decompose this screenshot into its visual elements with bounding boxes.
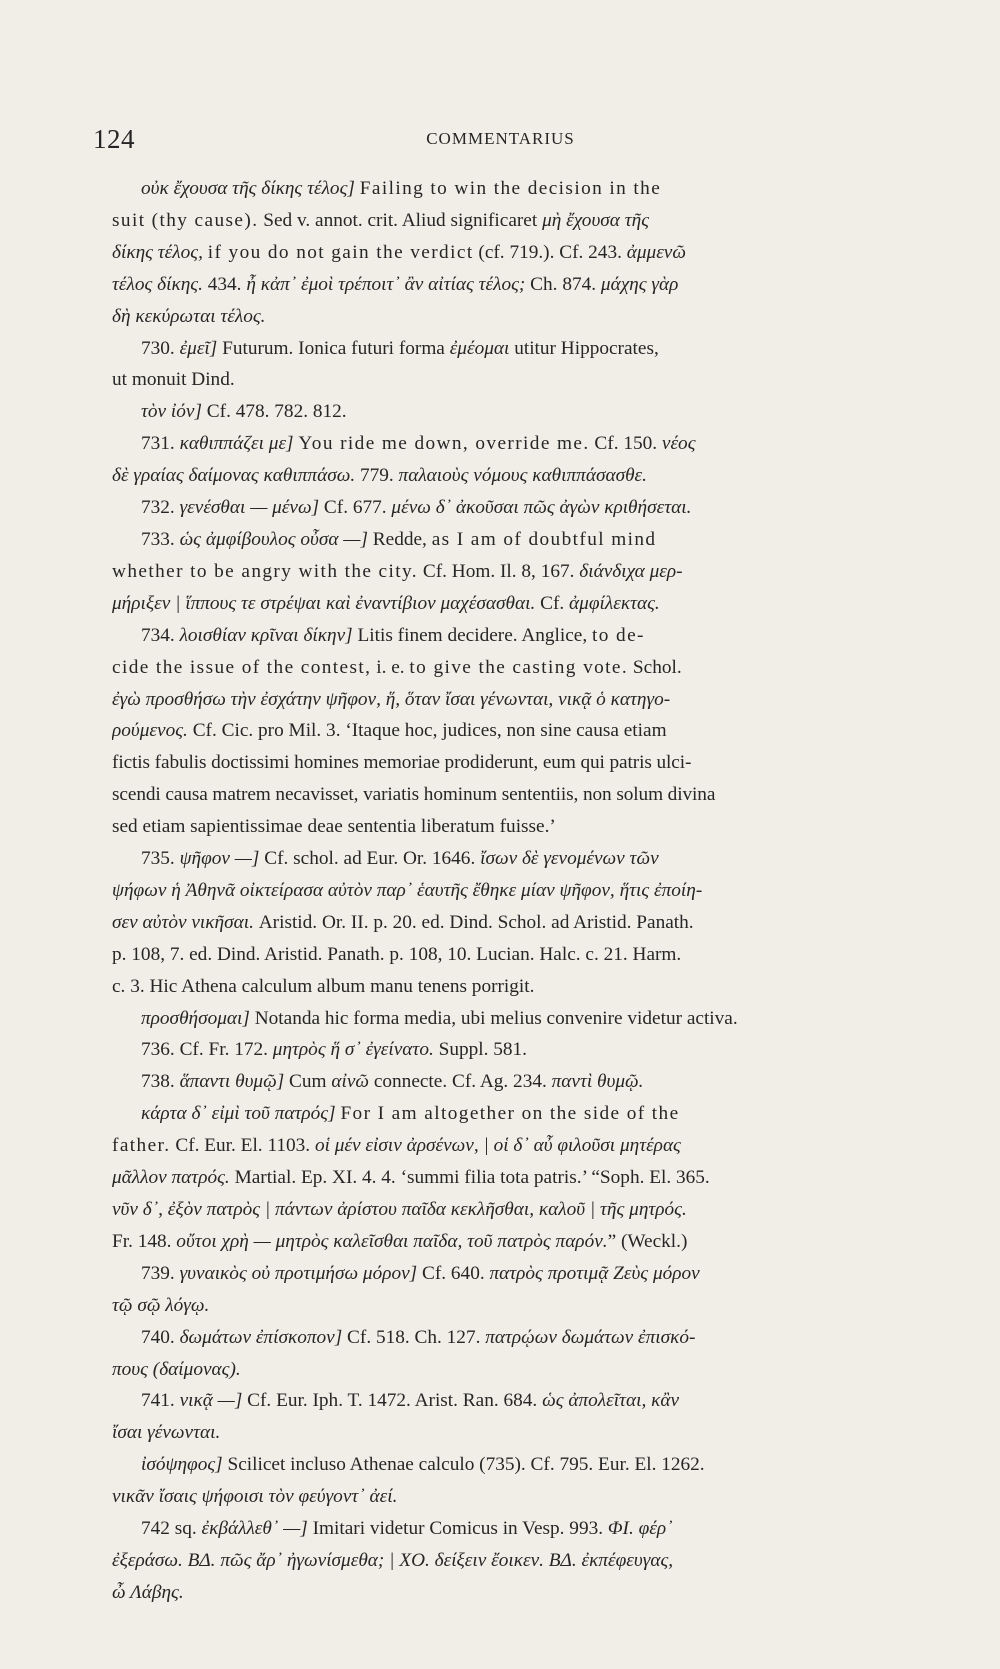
latin-text: Suppl. 581.: [433, 1039, 528, 1061]
latin-text: Cf. schol. ad Eur. Or. 1646.: [259, 848, 481, 870]
text-line: [112, 1577, 912, 1609]
text-line: [112, 971, 912, 1003]
text-line: [112, 1417, 912, 1449]
greek-text: ψῆφον —]: [179, 848, 260, 870]
latin-text: 736. Cf. Fr. 172.: [141, 1039, 273, 1061]
greek-text: ἐξεράσω. ΒΔ. πῶς ἄρ᾽ ἠγωνίσμεθα; | ΧΟ. δείξειν ἔοικεν. ΒΔ. ἐκπέφευγας,: [112, 1549, 674, 1571]
running-title: COMMENTARIUS: [426, 129, 575, 148]
text-line: [112, 1322, 912, 1354]
english-gloss: You ride me down, override me.: [298, 433, 590, 455]
text-line: [112, 1513, 912, 1545]
text-line: [112, 811, 912, 843]
text-line: [112, 1385, 912, 1417]
greek-text: μὴ ἔχουσα τῆς: [542, 209, 650, 231]
greek-text: ΦΙ. φέρ᾽: [607, 1518, 673, 1540]
greek-text: αἰνῶ: [331, 1071, 370, 1093]
latin-text: 434.: [202, 273, 247, 295]
latin-text: 735.: [141, 848, 180, 870]
text-line: [112, 396, 912, 428]
greek-text: οἱ μέν εἰσιν ἀρσένων, | οἱ δ᾽ αὖ φιλοῦσι μητέρας: [314, 1135, 681, 1157]
english-gloss: as I am of doubtful mind: [431, 528, 657, 550]
greek-text: ὡς ἀπολεῖται, κἂν: [542, 1390, 680, 1412]
text-line: [112, 715, 912, 747]
greek-text: ἐμεῖ]: [179, 337, 218, 359]
latin-text: Futurum. Ionica futuri forma: [217, 337, 450, 359]
greek-text: γενέσθαι — μένω]: [179, 497, 320, 519]
greek-text: μᾶλλον πατρός.: [112, 1167, 230, 1189]
latin-text: 738.: [141, 1071, 180, 1093]
page-number: 124: [93, 124, 135, 154]
latin-text: Fr. 148.: [112, 1230, 177, 1252]
text-line: [112, 460, 912, 492]
text-line: [112, 205, 912, 237]
english-gloss: suit (thy cause).: [112, 209, 259, 231]
greek-text: μητρὸς ἥ σ᾽ ἐγείνατο.: [272, 1039, 434, 1061]
text-line: [112, 843, 912, 875]
latin-text: Scilicet incluso Athenae calculo (735). Cf. 795. Eur. El. 1262.: [222, 1454, 705, 1476]
latin-text: Cf.: [535, 592, 570, 614]
text-line: [112, 524, 912, 556]
greek-text: ἰσόψηφος]: [141, 1454, 223, 1476]
text-line: [112, 652, 912, 684]
text-line: [112, 428, 912, 460]
latin-text: 742 sq.: [141, 1518, 202, 1540]
latin-text: (cf. 719.). Cf. 243.: [473, 241, 627, 263]
text-line: [112, 301, 912, 333]
text-line: [112, 333, 912, 365]
greek-text: γυναικὸς οὐ προτιμήσω μόρον]: [179, 1262, 418, 1284]
text-line: [112, 939, 912, 971]
latin-text: 730.: [141, 337, 180, 359]
latin-text: 731.: [141, 433, 180, 455]
greek-text: διάνδιχα μερ-: [579, 560, 683, 582]
latin-text: 741.: [141, 1390, 180, 1412]
greek-text: καθιππάζει με]: [179, 433, 294, 455]
latin-text: Cf. 518. Ch. 127.: [342, 1326, 486, 1348]
latin-text: Cf. 640.: [417, 1262, 490, 1284]
text-line: [112, 1226, 912, 1258]
english-gloss: For I am altogether on the side of the: [340, 1103, 680, 1125]
latin-text: 734.: [141, 624, 180, 646]
text-line: [112, 1481, 912, 1513]
english-gloss: if you do not gain the verdict: [207, 241, 474, 263]
text-line: [112, 269, 912, 301]
text-line: [112, 556, 912, 588]
greek-text: τῷ σῷ λόγῳ.: [112, 1294, 210, 1316]
text-line: [112, 1130, 912, 1162]
latin-text: fictis fabulis doctissimi homines memoriae prodiderunt, eum qui patris ulci-: [112, 752, 692, 774]
greek-text: προσθήσομαι]: [141, 1007, 250, 1029]
latin-text: Cf. Cic. pro Mil. 3. ‘Itaque hoc, judices, non sine causa etiam: [187, 720, 667, 742]
greek-text: ἐγὼ προσθήσω τὴν ἐσχάτην ψῆφον, ἥ, ὅταν ἴσαι γένωνται, νικᾷ ὁ κατηγο-: [112, 688, 671, 710]
greek-text: δίκης τέλος,: [112, 241, 203, 263]
latin-text: Cf. 478. 782. 812.: [201, 401, 347, 423]
latin-text: 732.: [141, 497, 180, 519]
greek-text: πατρὸς προτιμᾷ Ζεὺς μόρον: [489, 1262, 700, 1284]
english-gloss: to give the casting vote.: [409, 656, 629, 678]
greek-text: ἐμέομαι: [449, 337, 510, 359]
greek-text: ἦ κἀπ᾽ ἐμοὶ τρέποιτ᾽ ἂν αἰτίας τέλος;: [246, 273, 526, 295]
greek-text: δωμάτων ἐπίσκοπον]: [179, 1326, 343, 1348]
greek-text: νῦν δ᾽, ἐξὸν πατρὸς | πάντων ἀρίστου παῖδα κεκλῆσθαι, καλοῦ | τῆς μητρός.: [112, 1199, 687, 1220]
greek-text: νέος: [661, 433, 696, 455]
latin-text: ut monuit Dind.: [112, 369, 235, 391]
commentary-body: [112, 173, 912, 1609]
text-line: [112, 1194, 912, 1226]
greek-text: ἀμφίλεκτας.: [569, 592, 660, 614]
text-line: [112, 1545, 912, 1577]
running-head: [93, 124, 908, 154]
text-line: [112, 173, 912, 205]
english-gloss: to de-: [592, 624, 645, 646]
latin-text: Cf. 150.: [589, 433, 662, 455]
greek-text: κάρτα δ᾽ εἰμὶ τοῦ πατρός]: [141, 1103, 336, 1125]
latin-text: scendi causa matrem necavisset, variatis hominum sententiis, non solum divina: [112, 784, 716, 806]
greek-text: οὔτοι χρὴ — μητρὸς καλεῖσθαι παῖδα, τοῦ πατρὸς παρόν.: [176, 1230, 608, 1252]
greek-text: πους (δαίμονας).: [112, 1358, 241, 1380]
latin-text: i. e.: [371, 656, 410, 678]
latin-text: Cf. Eur. Iph. T. 1472. Arist. Ran. 684.: [242, 1390, 543, 1412]
text-line: [112, 1162, 912, 1194]
english-gloss: Failing to win the decision in the: [359, 178, 662, 199]
greek-text: πατρῴων δωμάτων ἐπισκό-: [485, 1326, 696, 1348]
latin-text: Litis finem decidere. Anglice,: [352, 624, 593, 646]
text-line: [112, 779, 912, 811]
greek-text: ἐκβάλλεθ᾽ —]: [201, 1518, 308, 1540]
latin-text: Martial. Ep. XI. 4. 4. ‘summi filia tota patris.’ “Soph. El. 365.: [229, 1167, 710, 1189]
greek-text: τέλος δίκης.: [112, 273, 203, 295]
latin-text: Notanda hic forma media, ubi melius convenire videtur activa.: [249, 1007, 738, 1029]
latin-text: Schol.: [628, 656, 682, 678]
text-line: [112, 364, 912, 396]
latin-text: Cf. Hom. Il. 8, 167.: [418, 560, 580, 582]
text-line: [112, 588, 912, 620]
greek-text: δὲ γραίας δαίμονας καθιππάσω.: [112, 465, 356, 487]
greek-text: νικᾶν ἴσαις ψήφοισι τὸν φεύγοντ᾽ ἀεί.: [112, 1486, 398, 1508]
greek-text: δὴ κεκύρωται τέλος.: [112, 305, 266, 327]
greek-text: σεν αὐτὸν νικῆσαι.: [112, 911, 254, 933]
latin-text: utitur Hippocrates,: [509, 337, 659, 359]
greek-text: ἀμμενῶ: [626, 241, 686, 263]
text-line: [112, 747, 912, 779]
latin-text: Ch. 874.: [525, 273, 601, 295]
greek-text: νικᾷ —]: [179, 1390, 243, 1412]
latin-text: 739.: [141, 1262, 180, 1284]
latin-text: ” (Weckl.): [607, 1230, 688, 1252]
greek-text: μήριξεν | ἵππους τε στρέψαι καὶ ἐναντίβιον μαχέσασθαι.: [112, 592, 536, 614]
greek-text: οὐκ ἔχουσα τῆς δίκης τέλος]: [141, 178, 355, 199]
latin-text: Aristid. Or. II. p. 20. ed. Dind. Schol. ad Aristid. Panath.: [253, 911, 694, 933]
greek-text: παλαιοὺς νόμους καθιππάσασθε.: [398, 465, 647, 487]
text-line: [112, 907, 912, 939]
text-line: [112, 1290, 912, 1322]
latin-text: 779.: [355, 465, 399, 487]
greek-text: ἅπαντι θυμῷ]: [179, 1071, 285, 1093]
greek-text: μάχης γὰρ: [600, 273, 679, 295]
text-line: [112, 1449, 912, 1481]
latin-text: Cf. Eur. El. 1103.: [170, 1135, 315, 1157]
greek-text: ψήφων ἡ Ἀθηνᾶ οἰκτείρασα αὐτὸν παρ᾽ ἑαυτῆς ἔθηκε μίαν ψῆφον, ἥτις ἐποίη-: [112, 879, 703, 901]
latin-text: Redde,: [367, 528, 432, 550]
english-gloss: father.: [112, 1135, 171, 1157]
greek-text: ρούμενος.: [112, 720, 188, 742]
latin-text: 733.: [141, 528, 180, 550]
english-gloss: whether to be angry with the city.: [112, 560, 419, 582]
text-line: [112, 620, 912, 652]
greek-text: τὸν ἰόν]: [141, 401, 202, 423]
text-line: [112, 684, 912, 716]
text-line: [112, 1066, 912, 1098]
latin-text: sed etiam sapientissimae deae sententia liberatum fuisse.’: [112, 816, 556, 838]
greek-text: ἴσων δὲ γενομένων τῶν: [480, 848, 659, 870]
english-gloss: cide the issue of the contest,: [112, 656, 372, 678]
text-line: [112, 492, 912, 524]
latin-text: 740.: [141, 1326, 180, 1348]
text-line: [112, 875, 912, 907]
latin-text: c. 3. Hic Athena calculum album manu tenens porrigit.: [112, 975, 535, 997]
text-line: [112, 1098, 912, 1130]
text-line: [112, 1354, 912, 1386]
text-line: [112, 237, 912, 269]
latin-text: Imitari videtur Comicus in Vesp. 993.: [307, 1518, 608, 1540]
greek-text: ὦ Λάβης.: [112, 1581, 184, 1603]
greek-text: ὡς ἀμφίβουλος οὖσα —]: [179, 528, 368, 550]
greek-text: μένω δ᾽ ἀκοῦσαι πῶς ἀγὼν κριθήσεται.: [391, 497, 692, 519]
latin-text: Sed v. annot. crit. Aliud significaret: [258, 209, 543, 231]
latin-text: p. 108, 7. ed. Dind. Aristid. Panath. p. 108, 10. Lucian. Halc. c. 21. Harm.: [112, 943, 682, 965]
latin-text: Cf. 677.: [319, 497, 392, 519]
latin-text: Cum: [284, 1071, 332, 1093]
greek-text: παντὶ θυμῷ.: [551, 1071, 644, 1093]
greek-text: ἴσαι γένωνται.: [112, 1422, 221, 1444]
text-line: [112, 1003, 912, 1035]
text-line: [112, 1034, 912, 1066]
latin-text: connecte. Cf. Ag. 234.: [369, 1071, 552, 1093]
greek-text: λοισθίαν κρῖναι δίκην]: [179, 624, 353, 646]
text-line: [112, 1258, 912, 1290]
